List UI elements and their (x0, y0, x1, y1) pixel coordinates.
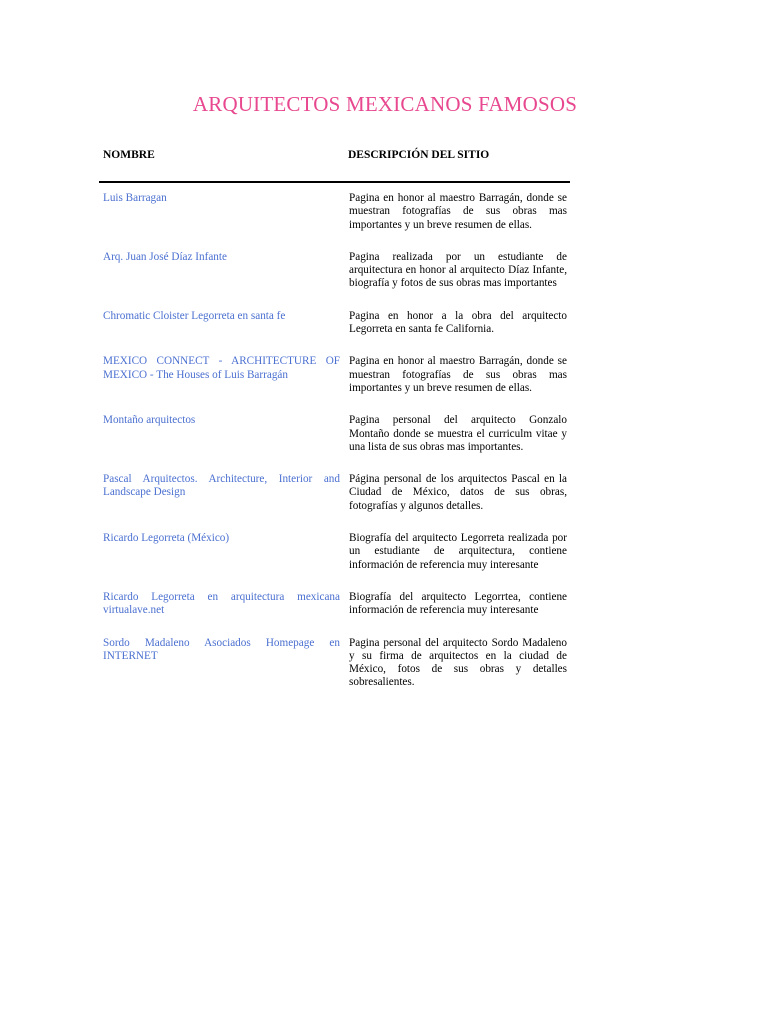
header-divider (99, 181, 570, 183)
table-row (103, 637, 567, 690)
table-row (103, 591, 567, 618)
site-link[interactable]: Luis Barragan (103, 192, 167, 204)
table-row (103, 473, 567, 513)
site-description: Biografía del arquitecto Legorrtea, contiene información de referencia muy interesante (349, 590, 567, 617)
table-row (103, 251, 567, 291)
table-header (103, 149, 570, 169)
site-description: Biografía del arquitecto Legorreta realizada por un estudiante de arquitectura, contiene información de referencia muy interesante (349, 532, 567, 571)
site-link[interactable]: Ricardo Legorreta (México) (103, 532, 230, 545)
table-row (103, 414, 567, 454)
page-title: ARQUITECTOS MEXICANOS FAMOSOS (192, 92, 578, 116)
site-link[interactable]: MEXICO CONNECT - ARCHITECTURE OF MEXICO - The Houses of Luis Barragán (103, 355, 340, 381)
site-description: Pagina en honor a la obra del arquitecto Legorreta en santa fe California. (349, 309, 567, 336)
site-link[interactable]: Montaño arquitectos (103, 414, 196, 427)
site-description: Pagina personal del arquitecto Gonzalo Montaño donde se muestra el curriculm vitae y una lista de sus obras mas importantes. (349, 414, 567, 453)
site-description: Pagina en honor al maestro Barragán, donde se muestran fotografías de sus obras mas importantes y un breve resumen de ellas. (349, 355, 567, 394)
site-link[interactable]: Chromatic Cloister Legorreta en santa fe (103, 309, 286, 322)
table-row (103, 355, 567, 395)
site-link[interactable]: Ricardo Legorreta en arquitectura mexicana virtualave.net (103, 590, 340, 617)
sites-table (103, 192, 567, 709)
site-description: Pagina en honor al maestro Barragán, donde se muestran fotografías de sus obras mas importantes y un breve resumen de ellas. (349, 192, 567, 231)
column-header-name: NOMBRE (103, 149, 155, 161)
table-row (103, 310, 567, 337)
site-description: Pagina personal del arquitecto Sordo Madaleno y su firma de arquitectos en la ciudad de México, fotos de sus obras y detalles sobresalientes. (349, 636, 567, 689)
site-description: Pagina realizada por un estudiante de arquitectura en honor al arquitecto Díaz Infante, biografía y fotos de sus obras mas importantes (349, 250, 567, 290)
site-link[interactable]: Pascal Arquitectos. Architecture, Interior and Landscape Design (103, 473, 340, 499)
table-row (103, 192, 567, 232)
table-row (103, 532, 567, 572)
site-link[interactable]: Arq. Juan José Díaz Infante (103, 250, 227, 263)
site-description: Página personal de los arquitectos Pascal en la Ciudad de México, datos de sus obras, fotografías y algunos detalles. (349, 473, 567, 512)
column-header-description: DESCRIPCIÓN DEL SITIO (348, 149, 490, 161)
site-link[interactable]: Sordo Madaleno Asociados Homepage en INTERNET (103, 636, 340, 662)
